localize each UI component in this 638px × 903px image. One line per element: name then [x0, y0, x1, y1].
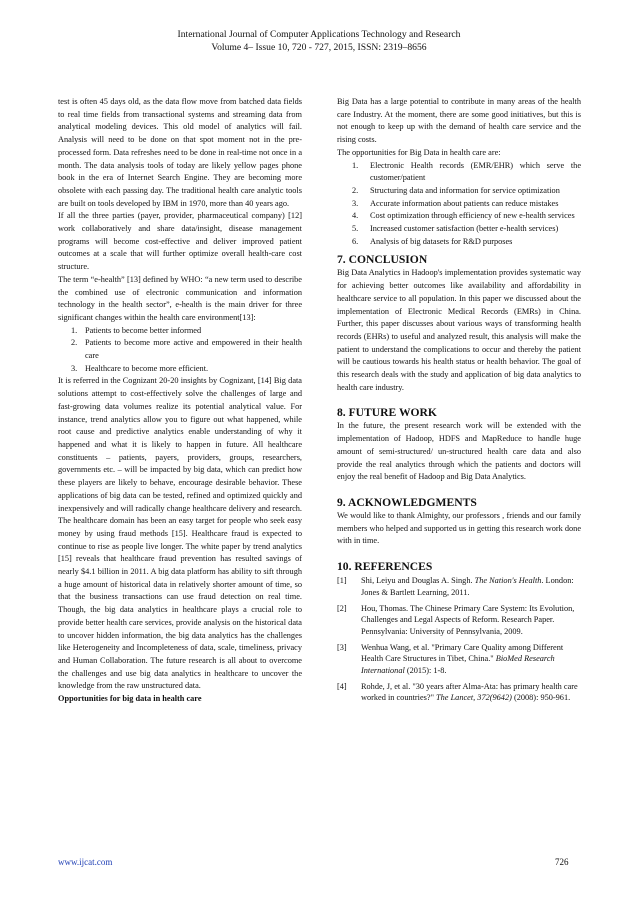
reference-item: [2] Hou, Thomas. The Chinese Primary Care System: Its Evolution, Challenges and Legal Aspects of Reform. Research Paper. Pennsylvania: University of Pennsylvania, 2009. — [337, 603, 575, 636]
section-heading-future-work: 8. FUTURE WORK — [337, 406, 437, 420]
subheading: Opportunities for big data in health care — [58, 694, 202, 704]
paragraph: test is often 45 days old, as the data flow move from batched data fields to real time fields from transactional systems and streaming data from analytical modeling devices. This old model of analytics will fail. Analysis will need to be done on that spot moment not in the pre-processed form. Data refreshes need to be done in real-time not once in a month. The data analysis tools of today are likely yellow pages phone book in the era of Internet Search Engine. They are becoming more obsolete with each passing day. The traditional health care analytic tools are built on tools developed by IBM in 1970, more than 40 years ago. — [58, 97, 302, 208]
reference-item: [4] Rohde, J, et al. "30 years after Alma-Ata: has primary health care worked in countries?" The Lancet, 372(9642) (2008): 950-961. — [337, 681, 578, 703]
journal-header — [0, 29, 638, 54]
journal-website-link[interactable]: www.ijcat.com — [58, 857, 113, 867]
list-item: 1. Patients to become better informed — [71, 325, 202, 335]
right-column — [337, 96, 581, 708]
reference-item: [1] Shi, Leiyu and Douglas A. Singh. The Nation's Health. London: Jones & Bartlett Learning, 2011. — [337, 576, 574, 597]
page-number: 726 — [555, 857, 569, 867]
reference-item: [3] Wenhua Wang, et al. "Primary Care Quality among Different Health Care Structures in Tibet, China." BioMed Research International (2015): 1-8. — [337, 642, 564, 676]
list-item: 2. Structuring data and information for service optimization — [352, 185, 560, 195]
section-heading-references: 10. REFERENCES — [337, 560, 433, 574]
paragraph: Big Data Analytics in Hadoop's implementation provides systematic way for achieving better outcomes like availability and affordability in healthcare service to all population. In this paper we discussed about the implementation of Electronic Medical Records (EMRs) in China. Further, this paper discusses about various ways of transforming health records (EHRs) to useful and analyzed result, this analysis will make the patient to understand the complications to occur and thereby the patient will be cautious towards his health status or health behavior. The goal of this research deals with the study and application of big data analytics to health care industry. — [337, 268, 581, 392]
section-heading-acknowledgments: 9. ACKNOWLEDGMENTS — [337, 495, 477, 509]
paragraph: Big Data has a large potential to contribute in many areas of the health care Industry. At the moment, there are some good initiatives, but this is not enough to keep up with the demand of health care service and the rising costs. — [337, 97, 581, 145]
paragraph: We would like to thank Almighty, our professors , friends and our family members who helped and supported us in getting this research work done with in time. — [337, 510, 582, 546]
paragraph: The opportunities for Big Data in health care are: — [337, 147, 501, 157]
list-item: 5. Increased customer satisfaction (better e-health services) — [352, 224, 559, 234]
left-column — [58, 96, 302, 706]
list-item: 1. Electronic Health records (EMR/EHR) which serve the customer/patient — [352, 160, 581, 183]
list-item: 3. Healthcare to become more efficient. — [71, 363, 209, 373]
list-item: 3. Accurate information about patients can reduce mistakes — [352, 198, 559, 208]
list-item: 4. Cost optimization through efficiency of new e-health services — [352, 211, 575, 221]
journal-title: International Journal of Computer Applications Technology and Research — [177, 29, 461, 40]
paragraph: In the future, the present research work will be extended with the implementation of Hadoop, HDFS and MapReduce to handle huge amount of semi-structured/ un-structured health care data and also provide the real analytics through which the patients and doctors will enjoy the real benefit of Hadoop and Big Data Analytics. — [337, 421, 581, 482]
section-heading-conclusion: 7. CONCLUSION — [337, 253, 428, 267]
paragraph: The term “e-health” [13] defined by WHO: “a new term used to describe the combined use of electronic communication and information technology in the health sector”, e-health is the main driver for three significant changes within the health care environment[13]: — [58, 274, 302, 322]
paragraph: It is referred in the Cognizant 20-20 insights by Cognizant, [14] Big data solutions attempt to cost-effectively solve the challenges of large and fast-growing data volumes realize its potential analytical value. For instance, trend analytics allow you to figure out what happened, while root cause and predictive analytics enable understanding of why it happened and what it is likely to happen in future. All healthcare constituents – patients, payers, providers, groups, researchers, governments etc. – will be impacted by big data, which can predict how these players are likely to behave, encourage desirable behavior. These applications of big data can be tested, refined and optimized quickly and inexpensively and will radically change healthcare delivery and research. The healthcare domain has been an easy target for people who seek easy money by using fraud methods [15]. Healthcare fraud is expected to continue to rise as people live longer. The white paper by trend analytics [15] reveals that healthcare fraud prevention has resulted savings of nearly $4.1 billion in 2011. A big data platform has ability to sift through a huge amount of historical data in relatively shorter amount of time, so that the business transactions can use fraud detection on real time. Though, the big data analytics in healthcare plays a crucial role to provide better health care services, provide analysis on the historical data to uncover hidden information, the big data analytics has the challenges like Heterogeneity and Incompleteness of data, scale, timeliness, privacy and Human Collaboration. The future research is all about to overcome the challenges and use big data analytics in healthcare to uncover the knowledge from the raw unstructured data. — [58, 376, 302, 691]
list-item: 2. Patients to become more active and empowered in their health care — [71, 338, 302, 361]
paragraph: If all the three parties (payer, provider, pharmaceutical company) [12] work collaboratively and share data/insight, disease management programs will become cost-effective and deliver improved patient outcomes at a scale that will further optimize overall health-care cost structure. — [58, 211, 302, 272]
journal-volume-info: Volume 4– Issue 10, 720 - 727, 2015, ISSN: 2319–8656 — [211, 41, 427, 53]
list-item: 6. Analysis of big datasets for R&D purposes — [352, 236, 513, 246]
